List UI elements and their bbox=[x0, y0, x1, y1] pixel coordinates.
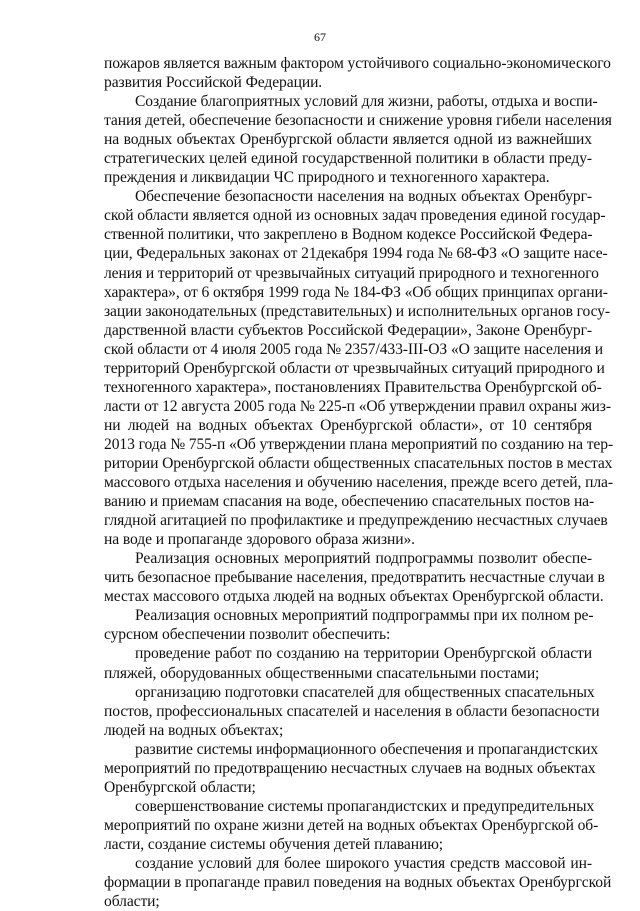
text-line: массового отдыха населения и обучению населения, прежде всего детей, пла- bbox=[104, 474, 613, 492]
text-line: Реализация основных мероприятий подпрограммы при их полном ре- bbox=[135, 607, 594, 625]
page-number: 67 bbox=[314, 30, 326, 44]
text-line: глядной агитацией по профилактике и предупреждению несчастных случаев bbox=[104, 512, 608, 530]
text-line: 2013 года № 755-п «Об утверждении плана мероприятий по созданию на тер- bbox=[104, 435, 614, 453]
text-line: ванию и приемам спасания на воде, обеспечению спасательных постов на- bbox=[104, 493, 595, 511]
text-line: ской области является одной из основных задач проведения единой государ- bbox=[104, 207, 606, 225]
text-line: ни людей на водных объектах Оренбургской области», от 10 сентября bbox=[104, 416, 592, 434]
text-line: ственной политики, что закреплено в Водном кодексе Российской Федера- bbox=[104, 226, 593, 244]
text-line: преждения и ликвидации ЧС природного и техногенного характера. bbox=[104, 169, 550, 187]
text-line: постов, профессиональных спасателей и населения в области безопасности bbox=[104, 702, 600, 720]
text-line: ритории Оренбургской области общественных спасательных постов в местах bbox=[104, 454, 613, 472]
text-line: мероприятий по предотвращению несчастных случаев на водных объектах bbox=[104, 759, 596, 777]
text-line: людей на водных объектах; bbox=[104, 721, 284, 739]
text-line: Реализация основных мероприятий подпрограммы позволит обеспе- bbox=[135, 550, 592, 568]
text-line: проведение работ по созданию на территории Оренбургской области bbox=[135, 645, 592, 663]
text-line: ласти от 12 августа 2005 года № 225-п «Об утверждении правил охраны жиз- bbox=[104, 397, 611, 415]
text-line: сурсном обеспечении позволит обеспечить: bbox=[104, 626, 391, 644]
text-line: ления и территорий от чрезвычайных ситуаций природного и техногенного bbox=[104, 264, 599, 282]
text-line: территорий Оренбургской области от чрезвычайных ситуаций природного и bbox=[104, 359, 605, 377]
text-line: на воде и пропаганде здорового образа жизни». bbox=[104, 531, 415, 549]
text-line: совершенствование системы пропагандистских и предупредительных bbox=[135, 797, 595, 815]
text-line: ласти, создание системы обучения детей плаванию; bbox=[104, 835, 444, 853]
text-line: организацию подготовки спасателей для общественных спасательных bbox=[135, 683, 595, 701]
text-line: стратегических целей единой государственной политики в области преду- bbox=[104, 150, 592, 168]
text-line: развития Российской Федерации. bbox=[104, 74, 323, 92]
text-line: мероприятий по охране жизни детей на водных объектах Оренбургской об- bbox=[104, 816, 599, 834]
text-line: ции, Федеральных законах от 21декабря 1994 года № 68-ФЗ «О защите насе- bbox=[104, 245, 608, 263]
text-line: чить безопасное пребывание населения, предотвратить несчастные случаи в bbox=[104, 569, 605, 587]
text-line: Обеспечение безопасности населения на водных объектах Оренбург- bbox=[135, 188, 592, 206]
text-line: области; bbox=[104, 893, 160, 911]
document-body bbox=[104, 54, 614, 911]
text-line: местах массового отдыха людей на водных объектах Оренбургской области. bbox=[104, 588, 604, 606]
text-line: Создание благоприятных условий для жизни, работы, отдыха и воспи- bbox=[135, 93, 598, 111]
text-line: Оренбургской области; bbox=[104, 778, 256, 796]
text-line: формации в пропаганде правил поведения на водных объектах Оренбургской bbox=[104, 874, 612, 892]
text-line: развитие системы информационного обеспечения и пропагандистских bbox=[135, 740, 599, 758]
text-line: характера», от 6 октября 1999 года № 184-ФЗ «Об общих принципах органи- bbox=[104, 283, 608, 301]
text-line: зации законодательных (представительных) и исполнительных органов госу- bbox=[104, 302, 611, 320]
text-line: на водных объектах Оренбургской области является одной из важнейших bbox=[104, 131, 592, 149]
text-line: тания детей, обеспечение безопасности и снижение уровня гибели населения bbox=[104, 112, 612, 130]
text-line: дарственной власти субъектов Российской Федерации», Законе Оренбург- bbox=[104, 321, 592, 339]
text-line: ской области от 4 июля 2005 года № 2357/433-III-ОЗ «О защите населения и bbox=[104, 340, 603, 358]
text-line: пожаров является важным фактором устойчивого социально-экономического bbox=[104, 55, 611, 72]
text-line: техногенного характера», постановлениях Правительства Оренбургской об- bbox=[104, 378, 602, 396]
text-line: пляжей, оборудованных общественными спасательными постами; bbox=[104, 664, 540, 682]
text-line: создание условий для более широкого участия средств массовой ин- bbox=[135, 854, 592, 872]
